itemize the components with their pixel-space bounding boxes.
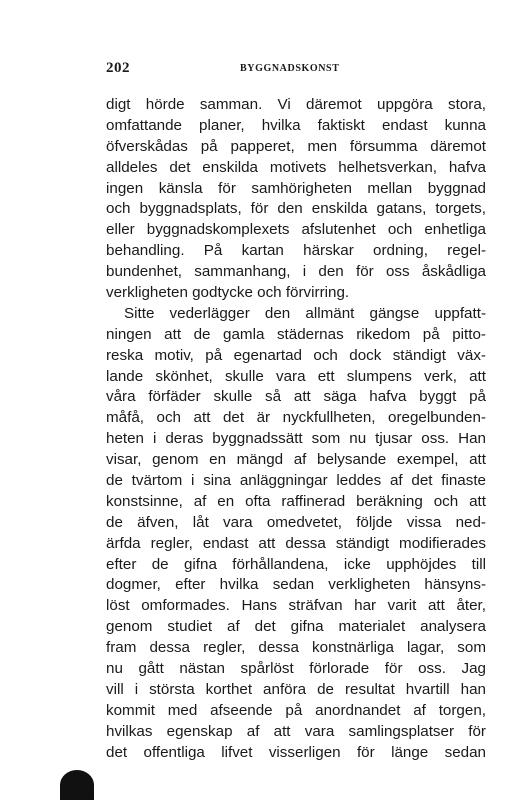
text-line: ärfda regler, endast att dessa ständigt modifierades — [106, 534, 486, 552]
page-number: 202 — [106, 60, 130, 76]
page-header — [106, 60, 486, 80]
ink-blot — [60, 770, 94, 800]
text-line: eller byggnadskomplexets afslutenhet och enhetliga — [106, 221, 486, 239]
text-line: bundenhet, sammanhang, i den för oss åskådliga — [106, 263, 486, 281]
text-line: visar, genom en mängd af belysande exempel, att — [106, 451, 486, 469]
paragraph — [106, 304, 486, 764]
text-line: det offentliga lifvet visserligen för länge sedan — [106, 743, 486, 761]
body-text — [106, 95, 486, 764]
text-line: hvilkas egenskap af att vara samlingsplatser för — [106, 722, 486, 740]
text-line: löst omformades. Hans sträfvan har varit att åter, — [106, 597, 486, 615]
text-line: alldeles det enskilda motivets helhetsverkan, hafva — [106, 158, 486, 176]
text-line: heten i deras byggnadssätt som nu tjusar oss. Han — [106, 430, 486, 448]
running-head: BYGGNADSKONST — [240, 63, 340, 74]
paragraph — [106, 95, 486, 304]
text-line: de äfven, låt vara omedvetet, följde vissa ned- — [106, 513, 486, 531]
text-line: vill i största korthet anföra de resultat hvartill han — [106, 680, 486, 698]
text-line: efter de gifna förhållandena, icke upphöjdes till — [106, 555, 486, 573]
text-line: reska motiv, på egenartad och dock ständigt väx- — [106, 346, 486, 364]
text-line: verkligheten godtycke och förvirring. — [106, 284, 350, 302]
text-line: öfverskådas på papperet, men försumma däremot — [106, 137, 486, 155]
text-line: genom studiet af det gifna materialet analysera — [106, 618, 486, 636]
text-line: ningen att de gamla städernas rikedom på pitto- — [106, 325, 486, 343]
text-line: fram dessa regler, dessa konstnärliga lagar, som — [106, 639, 486, 657]
text-line: kommit med afseende på anordnandet af torgen, — [106, 701, 486, 719]
text-line: nu gått nästan spårlöst förlorade för oss. Jag — [106, 660, 486, 678]
text-line: måfå, och att det är nyckfullheten, oregelbunden- — [106, 409, 486, 427]
text-line: Sitte vederlägger den allmänt gängse uppfatt- — [124, 304, 486, 322]
text-line: omfattande planer, hvilka faktiskt endast kunna — [106, 116, 486, 134]
text-line: våra förfäder skulle så att säga hafva byggt på — [106, 388, 486, 406]
text-line: de tvärtom i sina anläggningar leddes af det finaste — [106, 472, 486, 490]
text-line: digt hörde samman. Vi däremot uppgöra stora, — [106, 96, 486, 113]
text-line: lande skönhet, skulle vara ett slumpens verk, att — [106, 367, 486, 385]
text-line: konstsinne, af en ofta raffinerad beräkning och att — [106, 492, 486, 510]
text-line: och byggnadsplats, för den enskilda gatans, torgets, — [106, 200, 486, 218]
text-line: dogmer, efter hvilka sedan verkligheten hänsyns- — [106, 576, 486, 594]
text-line: ingen känsla för samhörigheten mellan byggnad — [106, 179, 486, 197]
text-line: behandling. På kartan härskar ordning, regel- — [106, 242, 486, 260]
